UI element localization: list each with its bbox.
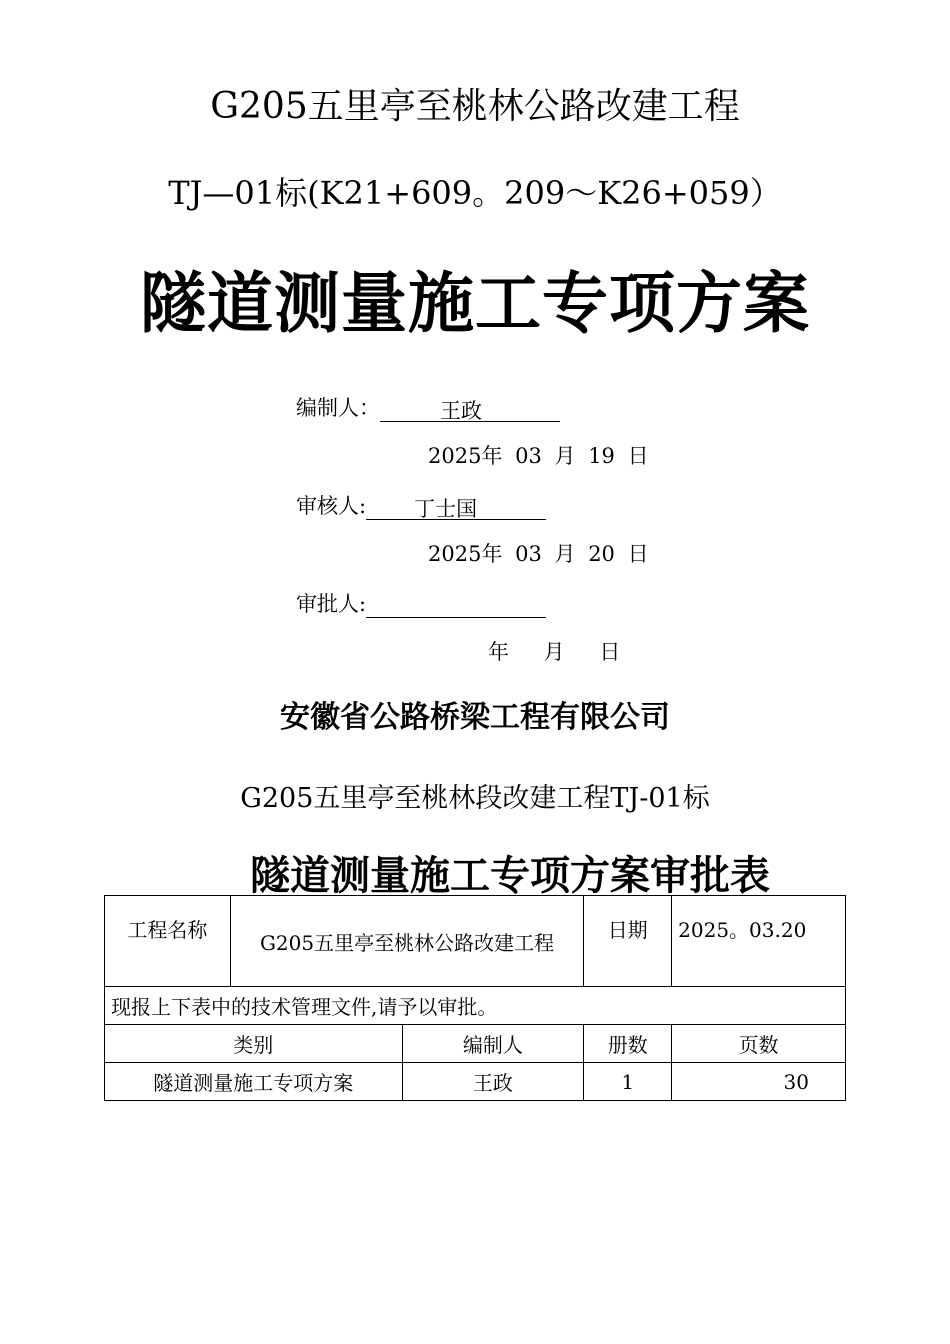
compiler-label: 编制人： xyxy=(296,396,380,420)
reviewer-name: 丁士国 xyxy=(414,497,478,521)
section-code: TJ—01标(K21+609。209～K26+059） xyxy=(168,174,782,212)
project-name-label: 工程名称 xyxy=(105,896,231,987)
cell-compiler: 王政 xyxy=(402,1063,584,1101)
reviewer-row xyxy=(296,490,546,520)
company-name: 安徽省公路桥梁工程有限公司 xyxy=(280,700,670,735)
header-pages: 页数 xyxy=(672,1025,846,1063)
header-volumes: 册数 xyxy=(584,1025,672,1063)
approval-table xyxy=(104,895,846,1101)
project-name-value: G205五里亭至桃林公路改建工程 xyxy=(230,896,583,987)
cell-category: 隧道测量施工专项方案 xyxy=(105,1063,403,1101)
header-category: 类别 xyxy=(105,1025,403,1063)
compiler-date: 2025年 03 月 19 日 xyxy=(428,444,649,468)
date-value: 2025。03.20 xyxy=(672,896,846,987)
header-compiler: 编制人 xyxy=(402,1025,584,1063)
approver-row xyxy=(296,588,546,618)
table-title: 隧道测量施工专项方案审批表 xyxy=(250,852,770,899)
compiler-name: 王政 xyxy=(440,399,482,423)
approver-label: 审批人: xyxy=(296,592,367,616)
reviewer-label: 审核人: xyxy=(296,494,367,518)
cell-volumes: 1 xyxy=(584,1063,672,1101)
table-header-row xyxy=(105,1025,846,1063)
form-subtitle: G205五里亭至桃林段改建工程TJ-01标 xyxy=(240,783,710,814)
date-label: 日期 xyxy=(584,896,672,987)
reviewer-line xyxy=(366,493,546,520)
approver-line xyxy=(366,591,546,618)
table-row xyxy=(105,1063,846,1101)
table-row xyxy=(105,896,846,987)
compiler-row xyxy=(296,392,560,422)
project-title: G205五里亭至桃林公路改建工程 xyxy=(210,86,740,127)
compiler-line xyxy=(380,395,560,422)
note-cell: 现报上下表中的技术管理文件,请予以审批。 xyxy=(105,987,846,1025)
table-row xyxy=(105,987,846,1025)
cell-pages: 30 xyxy=(672,1063,846,1101)
main-title: 隧道测量施工专项方案 xyxy=(140,264,810,342)
approver-date: 年 月 日 xyxy=(488,640,621,664)
reviewer-date: 2025年 03 月 20 日 xyxy=(428,542,649,566)
